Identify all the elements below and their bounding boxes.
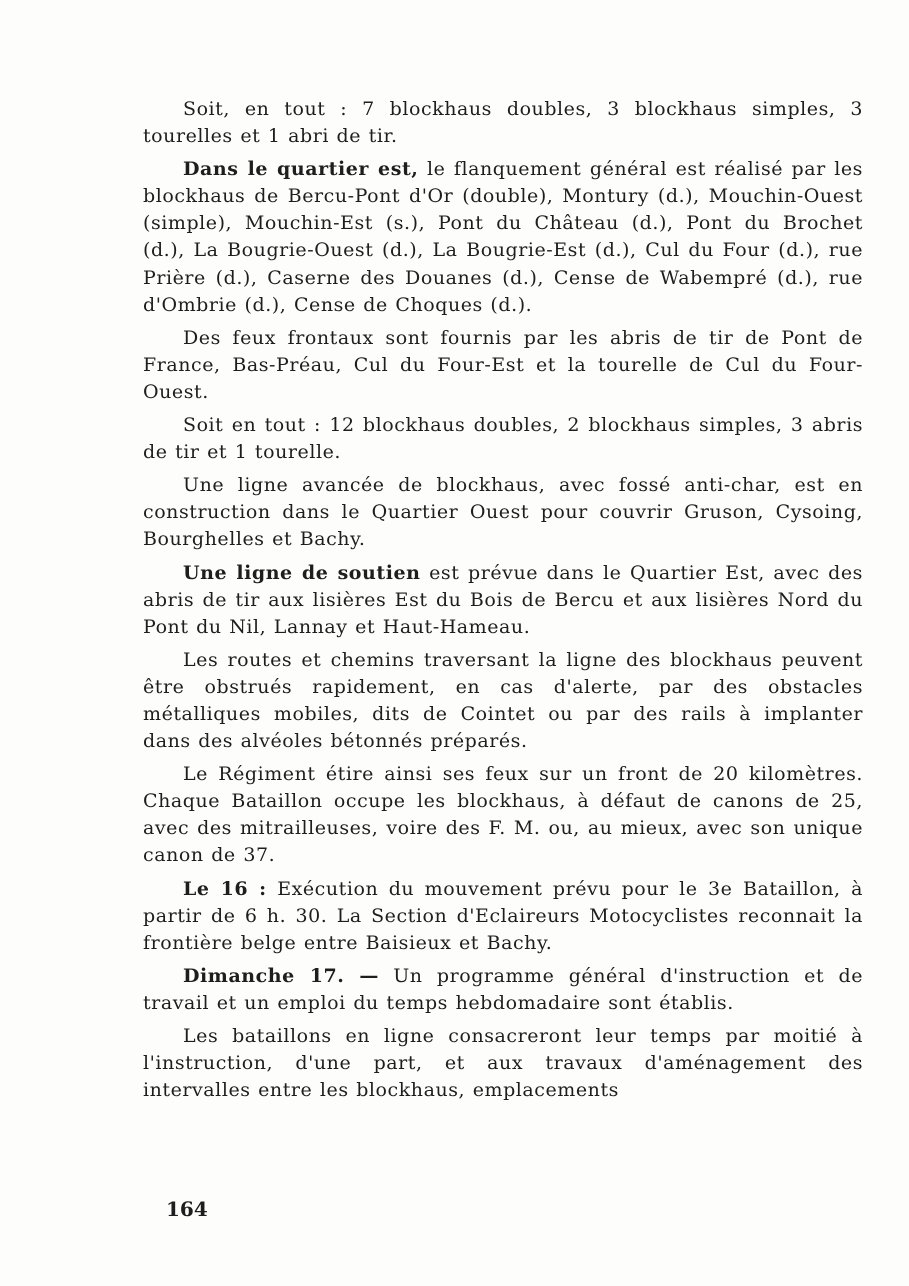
- paragraph-6: [143, 560, 863, 641]
- paragraph-text: Les bataillons en ligne consacreront leur temps par moitié à l'instruction, d'une part, et aux travaux d'aménagement des intervalles entre les blockhaus, emplacements: [143, 1025, 863, 1102]
- paragraph-lead: Dans le quartier est,: [183, 158, 419, 181]
- paragraph-text: le flanquement général est réalisé par les blockhaus de Bercu-Pont d'Or (double), Montury (d.), Mouchin-Ouest (simple), Mouchin-Est (s.), Pont du Château (d.), Pont du Brochet (d.), La Bougrie-Ouest (d.), La Bougrie-Est (d.), Cul du Four (d.), rue Prière (d.), Caserne des Douanes (d.), Cense de Wabempré (d.), rue d'Ombrie (d.), Cense de Choques (d.).: [143, 158, 863, 316]
- paragraph-8: [143, 761, 863, 869]
- paragraph-text: Les routes et chemins traversant la ligne des blockhaus peuvent être obstrués rapidement, en cas d'alerte, par des obstacles métalliques mobiles, dits de Cointet ou par des rails à implanter dans des alvéoles bétonnés préparés.: [143, 648, 863, 753]
- body-text: [143, 96, 863, 1110]
- paragraph-text: Un programme général d'instruction et de travail et un emploi du temps hebdomadaire sont établis.: [143, 964, 863, 1014]
- paragraph-text: Exécution du mouvement prévu pour le 3e Bataillon, à partir de 6 h. 30. La Section d'Eclaireurs Motocyclistes reconnait la frontière belge entre Baisieux et Bachy.: [143, 877, 863, 954]
- paragraph-text: Soit en tout : 12 blockhaus doubles, 2 blockhaus simples, 3 abris de tir et 1 tourelle.: [143, 414, 863, 464]
- paragraph-text: est prévue dans le Quartier Est, avec des abris de tir aux lisières Est du Bois de Bercu et aux lisières Nord du Pont du Nil, Lannay et Haut-Hameau.: [143, 561, 863, 638]
- paragraph-2: [143, 156, 863, 319]
- paragraph-text: Des feux frontaux sont fournis par les abris de tir de Pont de France, Bas-Préau, Cul du Four-Est et la tourelle de Cul du Four-Ouest.: [143, 326, 863, 403]
- paragraph-11: [143, 1023, 863, 1104]
- paragraph-lead: Une ligne de soutien: [183, 561, 421, 584]
- paragraph-5: [143, 472, 863, 553]
- paragraph-7: [143, 647, 863, 755]
- page-number: 164: [166, 1197, 208, 1221]
- paragraph-text: Le Régiment étire ainsi ses feux sur un front de 20 kilomètres. Chaque Bataillon occupe les blockhaus, à défaut de canons de 25, avec des mitrailleuses, voire des F. M. ou, au mieux, avec son unique canon de 37.: [143, 763, 863, 867]
- paragraph-lead: Le 16 :: [183, 877, 267, 900]
- paragraph-1: [143, 96, 863, 150]
- paragraph-3: [143, 325, 863, 406]
- paragraph-10: [143, 963, 863, 1017]
- paragraph-lead: Dimanche 17. —: [183, 964, 379, 987]
- paragraph-text: Une ligne avancée de blockhaus, avec fossé anti-char, est en construction dans le Quartier Ouest pour couvrir Gruson, Cysoing, Bourghelles et Bachy.: [143, 474, 863, 551]
- paragraph-text: Soit, en tout : 7 blockhaus doubles, 3 blockhaus simples, 3 tourelles et 1 abri de tir.: [143, 98, 863, 148]
- paragraph-4: [143, 412, 863, 466]
- paragraph-9: [143, 876, 863, 957]
